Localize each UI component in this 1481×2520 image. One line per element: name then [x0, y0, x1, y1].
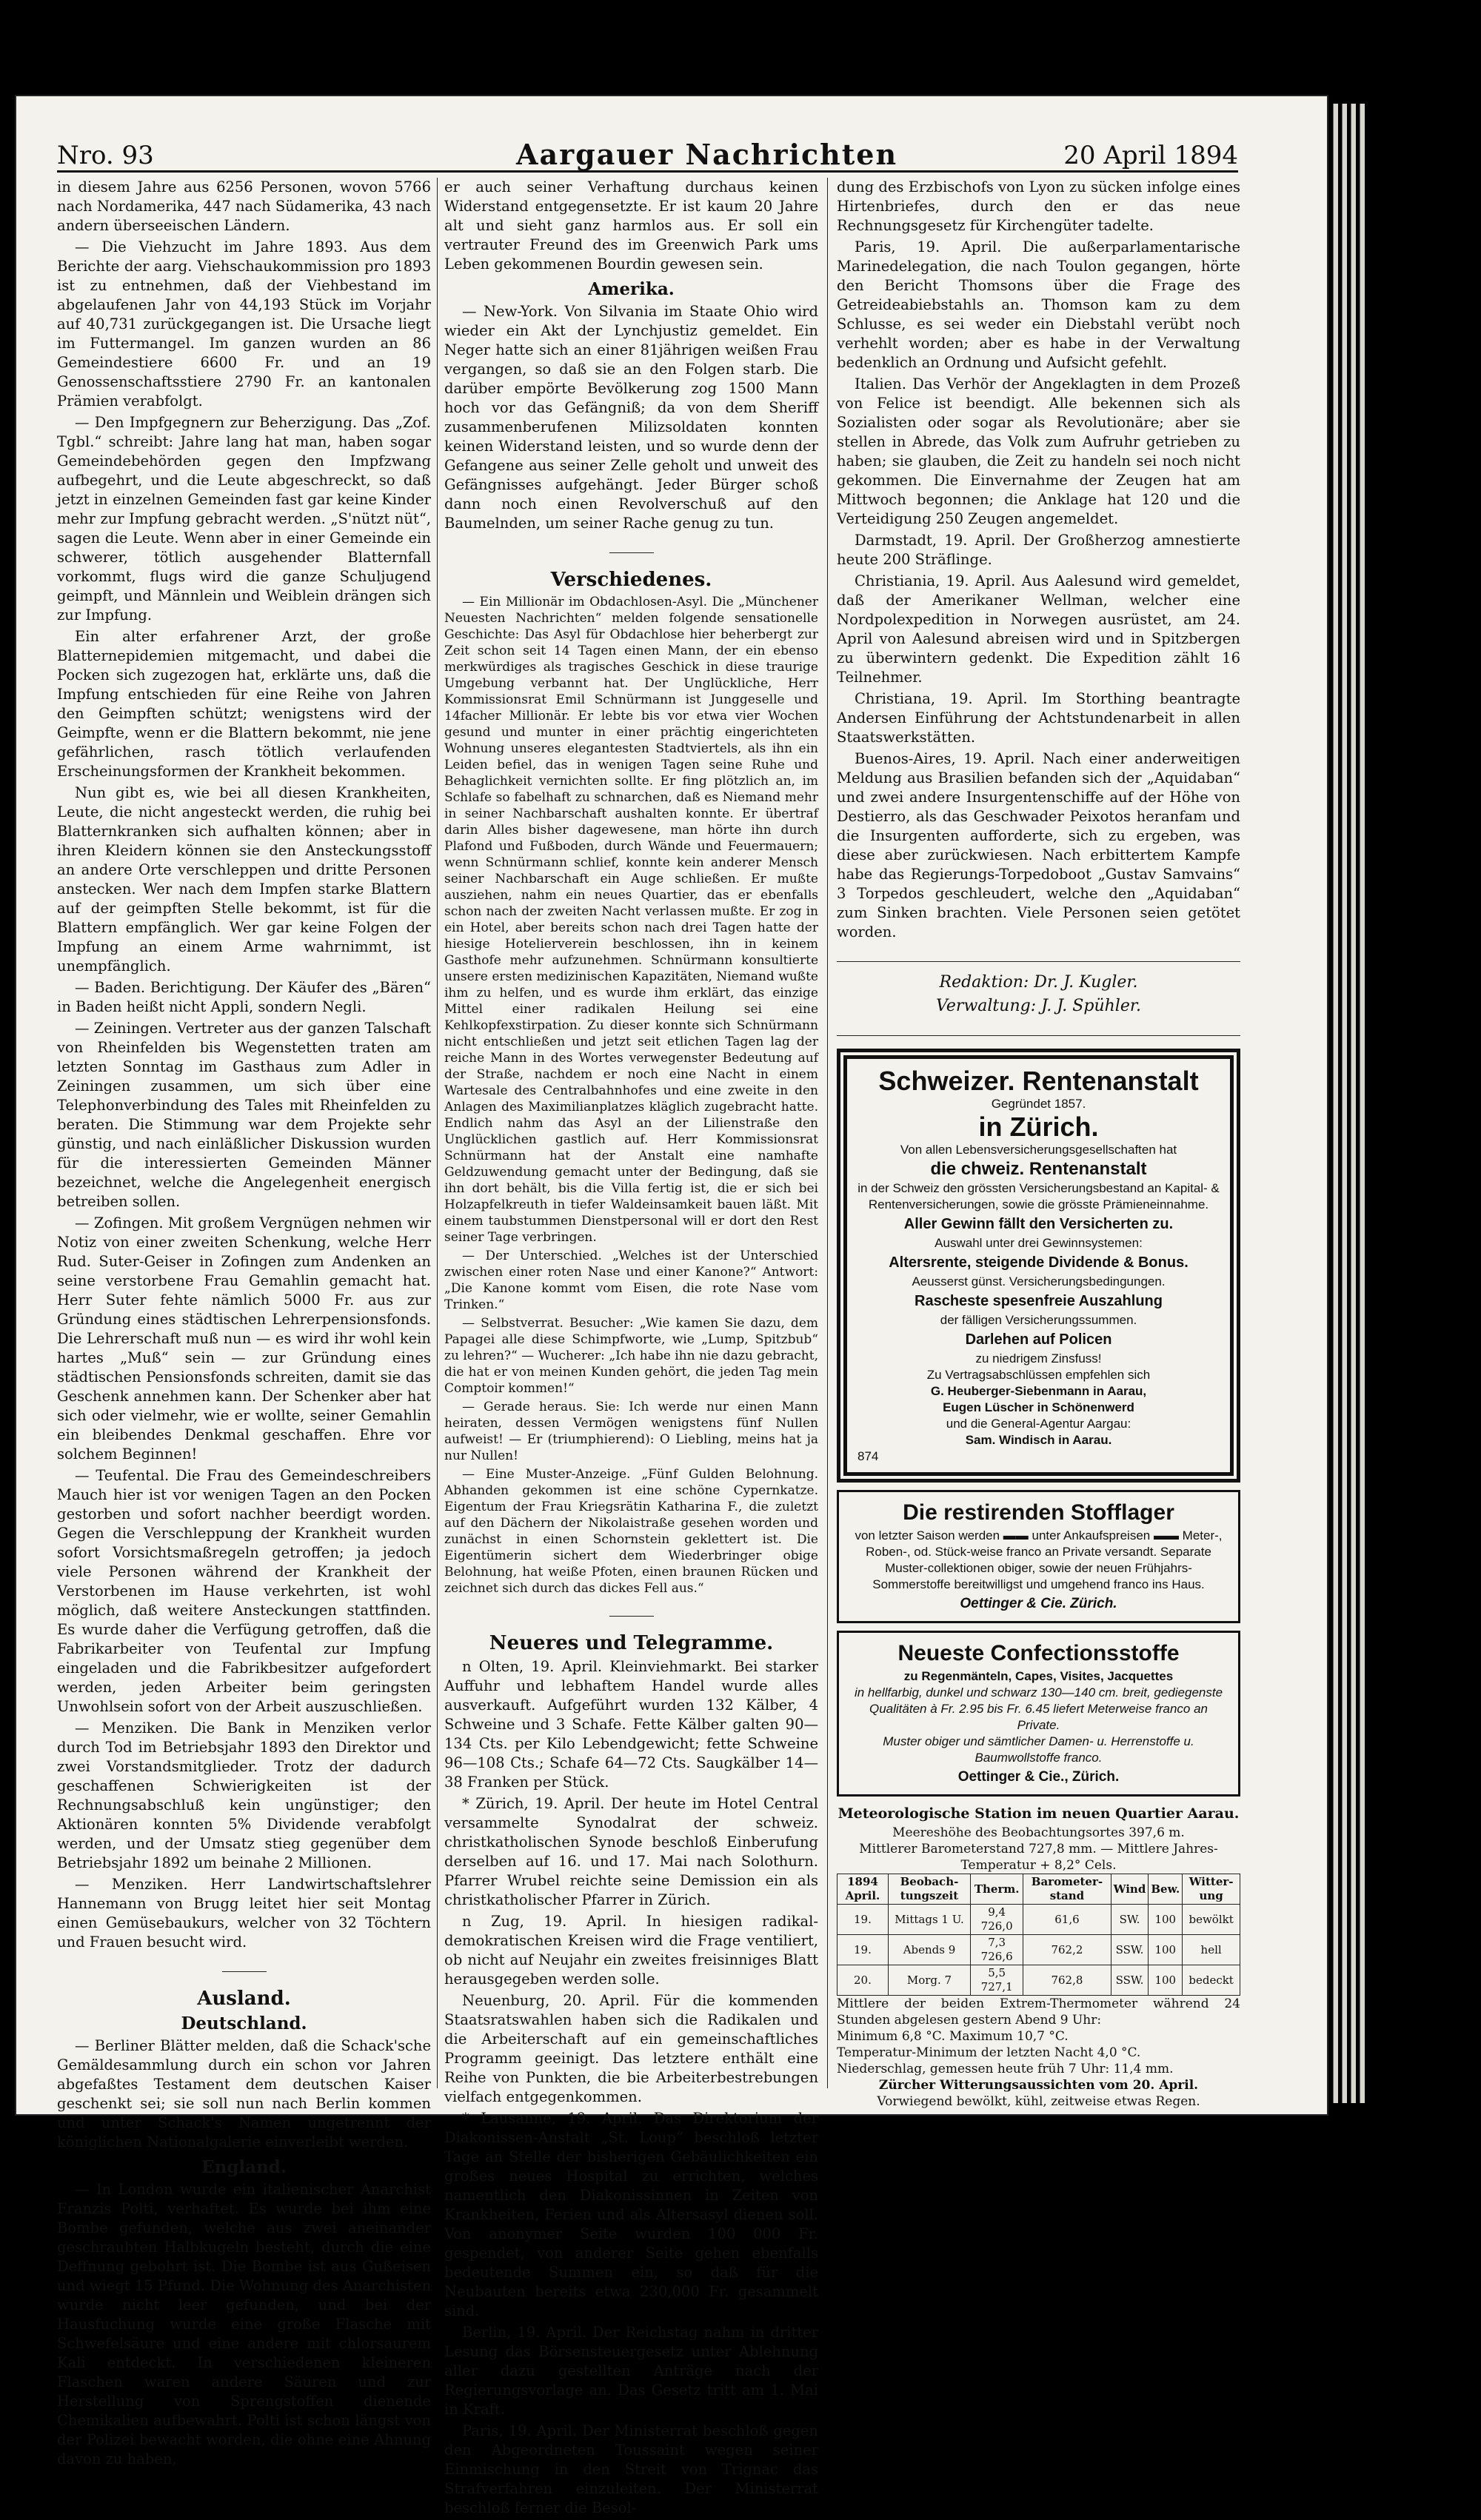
masthead-rule	[57, 170, 1238, 173]
ad-text: Rascheste spesenfreie Auszahlung	[915, 1293, 1163, 1309]
weather-line: Minimum 6,8 °C. Maximum 10,7 °C.	[837, 2029, 1069, 2044]
table-cell: 762,2	[1023, 1935, 1111, 1965]
ad-text: in der Schweiz den grössten Versicherungsbestand an Kapital- & Rentenversicherungen, sowie die grösste Prämieneinnahme.	[857, 1181, 1220, 1211]
weather-subtitle: Meereshöhe des Beobachtungsortes 397,6 m.	[892, 1825, 1185, 1840]
ad-name: die chweiz. Rentenanstalt	[930, 1159, 1147, 1179]
table-cell: SW.	[1111, 1905, 1149, 1935]
ad-text: Altersrente, steigende Dividende & Bonus.	[889, 1254, 1189, 1271]
column-divider	[437, 178, 438, 2088]
table-cell: 100	[1149, 1935, 1183, 1965]
ad-text: Zu Vertragsabschlüssen empfehlen sich	[926, 1368, 1151, 1382]
ad-title: in Zürich.	[978, 1112, 1099, 1142]
table-cell: 61,6	[1023, 1905, 1111, 1935]
weather-line: Temperatur-Minimum der letzten Nacht 4,0 °C.	[837, 2045, 1141, 2060]
table-cell: Morg. 7	[888, 1965, 970, 1996]
article-paragraph: — Gerade heraus. Sie: Ich werde nur einen Mann heiraten, dessen Vermögen wenigstens fünf Nullen aufweist! — Er (triumphierend): O Liebling, meins hat ja nur Nullen!	[444, 1400, 818, 1463]
ad-code: 874	[857, 1449, 879, 1463]
article-paragraph: * Zürich, 19. April. Der heute im Hotel Central versammelte Synodalrat der schweiz. christkatholischen Synode beschloß Einberufung derselben auf 16. und 17. Mai nach Solothurn. Pfarrer Wrubel reichte seine Demission ein als christkatholischer Pfarrer in Zürich.	[444, 1795, 818, 1908]
issue-number: Nro. 93	[57, 141, 154, 170]
ad-text: Aller Gewinn fällt den Versicherten zu.	[903, 1216, 1174, 1232]
page-edge	[1360, 104, 1365, 2103]
table-header: Barometer-stand	[1023, 1874, 1111, 1905]
table-row	[838, 1935, 1240, 1965]
page-edge	[1342, 104, 1347, 2103]
section-heading-amerika: Amerika.	[588, 279, 675, 299]
weather-title: Meteorologische Station im neuen Quartier Aarau.	[838, 1805, 1240, 1822]
table-header: Therm.	[971, 1874, 1023, 1905]
article-paragraph: — Baden. Berichtigung. Der Käufer des „Bären“ in Baden heißt nicht Appli, sondern Negli.	[57, 979, 431, 1015]
article-paragraph: in diesem Jahre aus 6256 Personen, wovon 5766 nach Nordamerika, 447 nach Südamerika, 43 nach andern überseeischen Ländern.	[57, 178, 431, 234]
column-3	[837, 178, 1240, 2110]
table-header: 1894 April.	[838, 1874, 889, 1905]
article-paragraph: — Zofingen. Mit großem Vergnügen nehmen wir Notiz von einer zweiten Schenkung, welche Herr Rud. Suter-Geiser in Zofingen zum Andenken an seine verstorbene Frau Gemahlin gemacht hat. Herr Suter fehte nämlich 5000 Fr. aus zur Gründung eines städtischen Lehrerpensionsfonds. Die Lehrerschaft muß nun — es wird ihr wohl kein hartes „Muß“ sein — zur Gründung eines städtischen Pensionsfonds schreiten, damit sie das Geschenk annehmen kann. Der Schenker aber hat sich oder vielmehr, wie er wollte, seiner Gemahlin ein bleibendes Denkmal geschaffen. Ehre vor solchem Beginnen!	[57, 1214, 431, 1463]
section-divider	[57, 1958, 431, 1977]
section-heading-ausland: Ausland.	[197, 1988, 291, 2010]
table-row	[838, 1965, 1240, 1996]
ad-text: Muster obiger und sämtlicher Damen- u. Herrenstoffe u. Baumwollstoffe franco.	[883, 1734, 1194, 1765]
article-paragraph: Christiana, 19. April. Im Storthing beantragte Andersen Einführung der Achtstundenarbeit in allen Staatswerkstätten.	[837, 690, 1240, 746]
ad-text: zu niedrigem Zinsfuss!	[975, 1351, 1102, 1366]
article-paragraph: Paris, 19. April. Der Ministerrat beschloß gegen den Abgeordneten Toussaint wegen seiner Einmischung in den Streit von Trignac das Strafverfahren einzuleiten. Der Ministerrat beschloß ferner die Besol-	[444, 2422, 818, 2516]
article-paragraph: Darmstadt, 19. April. Der Großherzog amnestierte heute 200 Sträflinge.	[837, 532, 1240, 568]
article-paragraph: — Die Viehzucht im Jahre 1893. Aus dem Berichte der aarg. Viehschaukommission pro 1893 ist zu entnehmen, daß der Viehbestand im abgelaufenen Jahr von 44,193 Stück im Vorjahr auf 40,731 zurückgegangen ist. Die Ursache liegt im Futtermangel. Im ganzen wurden an 86 Gemeindestiere 6600 Fr. und an 19 Genossenschaftsstiere 2790 Fr. an kantonalen Prämien verabfolgt.	[57, 238, 431, 410]
article-paragraph: — Menziken. Die Bank in Menziken verlor durch Tod im Betriebsjahr 1893 den Direktor und zwei Vorstandsmitglieder. Trotz der dadurch geschaffenen Schwierigkeiten ist der Rechnungsabschluß kein ungünstiger; den Aktionären konnten 5% Dividende verabfolgt werden, und der Umsatz stieg gegenüber dem Betriebsjahr 1892 um beinahe 2 Millionen.	[57, 1719, 431, 1871]
ad-text: Darlehen auf Policen	[965, 1331, 1112, 1348]
page-edge	[1333, 104, 1338, 2103]
table-cell: 20.	[838, 1965, 889, 1996]
table-cell: 19.	[838, 1905, 889, 1935]
weather-line: Mittlere der beiden Extrem-Thermometer während 24 Stunden abgelesen gestern Abend 9 Uhr:	[837, 1996, 1240, 2028]
table-cell: bedeckt	[1183, 1965, 1240, 1996]
table-cell: 100	[1149, 1905, 1183, 1935]
article-paragraph: — Menziken. Herr Landwirtschaftslehrer Hannemann von Brugg leitet hier seit Montag einen Gemüsebaukurs, welcher von 32 Töchtern und Frauen besucht wird.	[57, 1876, 431, 1951]
table-cell: 9,4 726,0	[971, 1905, 1023, 1935]
article-paragraph: Italien. Das Verhör der Angeklagten in dem Prozeß von Felice ist beendigt. Alle bekennen sich als Sozialisten oder sogar als Revolutionäre; aber sie stellen in Abrede, das Volk zum Aufruhr getrieben zu haben; sie glauben, die Zeit zu handeln sei noch nicht gekommen. Die Einvernahme der Zeugen hat am Mittwoch begonnen; die Anklage hat 120 und die Verteidigung 250 Zeugen angemeldet.	[837, 375, 1240, 527]
newspaper-page	[16, 96, 1327, 2516]
section-divider	[444, 1602, 818, 1622]
advertisement-rentenanstalt	[837, 1049, 1240, 1483]
section-heading-verschiedenes: Verschiedenes.	[550, 569, 712, 591]
advertisement-confectionsstoffe	[837, 1631, 1240, 1797]
weather-station-report	[837, 1804, 1240, 2110]
ad-text: Aeusserst günst. Versicherungsbedingungen.	[912, 1274, 1166, 1289]
ad-text: Von allen Lebensversicherungsgesellschaften hat	[900, 1143, 1177, 1157]
article-paragraph: Buenos-Aires, 19. April. Nach einer anderweitigen Meldung aus Brasilien befanden sich der „Aquidaban“ und zwei andere Insurgentenschiffe auf der Höhe von Destierro, als das Geschwader Peixotos heranfam und die Insurgenten aufforderte, sich zu ergeben, was diese aber zurückwiesen. Nach erbittertem Kampfe habe das Regierungs-Torpedoboot „Gustav Samvains“ 3 Torpedos geschleudert, welche den „Aquidaban“ zum Sinken brachten. Viele Personen seien getötet worden.	[837, 750, 1240, 940]
article-paragraph: Ein alter erfahrener Arzt, der große Blatternepidemien mitgemacht, und dabei die Pocken sich zugezogen hat, erklärte uns, daß die Impfung entschieden für eine Reihe von Jahren den Geimpften schützt; wenigstens wird der Geimpfte, wenn er die Blattern bekommt, nie jene gefährlichen, rasch tötlich verlaufenden Erscheinungsformen der Krankheit bekommen.	[57, 628, 431, 780]
ad-title: Die restirenden Stofflager	[903, 1500, 1174, 1525]
table-header: Witter-ung	[1183, 1874, 1240, 1905]
ad-founded: Gegründet 1857.	[991, 1097, 1086, 1111]
article-paragraph: n Zug, 19. April. In hiesigen radikal-demokratischen Kreisen wird die Frage ventiliert, ob nicht auf Neujahr ein zweites freisinniges Blatt herausgegeben werden solle.	[444, 1913, 818, 1988]
ad-agent: Sam. Windisch in Aarau.	[965, 1433, 1112, 1447]
ad-title: Schweizer. Rentenanstalt	[878, 1066, 1199, 1096]
ad-text: zu Regenmänteln, Capes, Visites, Jacquettes	[903, 1669, 1174, 1683]
article-paragraph: n Olten, 19. April. Kleinviehmarkt. Bei starker Auffuhr und lebhaftem Handel wurde alles ausverkauft. Aufgeführt wurden 132 Kälber, 4 Schweine und 3 Schafe. Fette Kälber galten 90—134 Cts. per Kilo Lebendgewicht; fette Schweine 96—108 Cts.; Schafe 64—72 Cts. Saugkälber 14—38 Franken per Stück.	[444, 1658, 818, 1791]
ad-agent: Eugen Lüscher in Schönenwerd	[943, 1400, 1134, 1414]
column-divider	[827, 178, 828, 2088]
article-paragraph: — Selbstverrat. Besucher: „Wie kamen Sie dazu, dem Papagei alle diese Schimpfworte, wie „Lump, Spitzbub“ zu lehren?“ — Wucherer: „Ich habe ihn nie dazu gebracht, die hat er von meinen Kunden gehört, die jeden Tag mein Comptoir kommen!“	[444, 1316, 818, 1396]
page-edge	[1351, 104, 1356, 2103]
table-cell: SSW.	[1111, 1965, 1149, 1996]
weather-line: Niederschlag, gemessen heute früh 7 Uhr: 11,4 mm.	[837, 2062, 1174, 2076]
ad-text: von letzter Saison werden ▬▬ unter Ankaufspreisen ▬▬ Meter-, Roben-, od. Stück-weise franco an Private versandt. Separate Muster-collektionen obiger, sowie der neuen Frühjahrs-Sommerstoffe bereitwilligst und umgehend franco ins Haus.	[855, 1528, 1223, 1591]
administration-line: Verwaltung: J. J. Spühler.	[936, 997, 1141, 1015]
article-paragraph: — Berliner Blätter melden, daß die Schack'sche Gemäldesammlung durch ein schon vor Jahren abgefaßtes Testament dem deutschen Kaiser geschenkt sei; sie soll nun nach Berlin kommen und unter Schack's Namen ungetrennt der königlichen Nationalgalerie einverleibt werden.	[57, 2037, 431, 2150]
article-paragraph: — Zeiningen. Vertreter aus der ganzen Talschaft von Rheinfelden bis Wegenstetten traten am letzten Sonntag im Gasthaus zum Adler in Zeiningen zusammen, um sich über eine Telephonverbindung des Tales mit Rheinfelden zu beraten. Die Stimmung war dem Projekte sehr günstig, und nach einläßlicher Diskussion wurden für die interessierten Gemeinden Männer bezeichnet, welche die Angelegenheit energisch betreiben sollen.	[57, 1020, 431, 1210]
ad-title: Neueste Confectionsstoffe	[897, 1641, 1180, 1665]
table-cell: SSW.	[1111, 1935, 1149, 1965]
article-paragraph: — Eine Muster-Anzeige. „Fünf Gulden Belohnung. Abhanden gekommen ist eine schöne Cypernkatze. Eigentum der Frau Kriegsrätin Katharina F., die zuletzt auf den Dächern der Nikolaistraße gesehen worden und zunächst in einen Schornstein geklettert ist. Die Eigentümerin sichert dem Wiederbringer obige Belohnung, hat weiße Pfoten, einen braunen Rücken und zeichnet sich durch das dickes Fell aus.“	[444, 1467, 818, 1596]
article-paragraph: — Teufental. Die Frau des Gemeindeschreibers Mauch hier ist vor wenigen Tagen an den Pocken gestorben und sofort nachher beerdigt worden. Gegen die Verschleppung der Krankheit wurden sofort Vorsichtsmaßregeln getroffen; ja jedoch viele Personen während der Krankheit der Verstorbenen im Hause verkehrten, ist wohl möglich, daß weitere Ansteckungen stattfinden. Es wurde daher die Verfügung getroffen, daß die Fabrikarbeiter von Teufental zur Impfung eingeladen und die Fabrikbesitzer aufgefordert werden, jeden Arbeiter beim geringsten Unwohlsein sofort von der Arbeit auszuschließen.	[57, 1467, 431, 1715]
column-1	[57, 178, 431, 2471]
ad-text: der fälligen Versicherungssummen.	[940, 1313, 1137, 1327]
article-paragraph: — Ein Millionär im Obdachlosen-Asyl. Die „Münchener Neuesten Nachrichten“ melden folgende sensationelle Geschichte: Das Asyl für Obdachlose hier beherbergt zur Zeit schon seit 14 Tagen einen Mann, der ein ebenso merkwürdiges als tragisches Geschick in diese traurige Umgebung verbannt hat. Der Unglückliche, Herr Kommissionsrat Emil Schnürmann ist Junggeselle und 14facher Millionär. Er lebte bis vor etwa vier Wochen gesund und munter in einer prächtig eingerichteten Wohnung unseres elegantesten Stadtviertels, als ihn ein Leiden befiel, das in wenigen Tagen seine Ruhe und Behaglichkeit vernichten sollte. Er fing plötzlich an, im Schlafe so fabelhaft zu schnarchen, daß es Niemand mehr in seiner Nachbarschaft aushalten konnte. Er übertraf darin Alles bisher dagewesene, man hörte ihn durch Plafond und Fußboden, durch Wände und Feuermauern; wenn Schnürmann schlief, konnte kein anderer Mensch seiner Nachbarschaft ein Auge schließen. Er mußte ausziehen, nahm ein neues Quartier, das er ebenfalls schon nach der zweiten Nacht verlassen mußte. Er zog in ein Hotel, aber bereits schon nach drei Tagen hatte der hiesige Hotelierverein beschlossen, ihn in keinem Gasthofe mehr aufzunehmen. Schnürmann konsultierte unsere ersten medizinischen Kapazitäten, Niemand wußte ihm zu helfen, und es wurde ihm erklärt, das einzige Mittel einer radikalen Heilung sei eine Kehlkopfexstirpation. Zu dieser konnte sich Schnürmann nicht entschließen und jetzt seit etlichen Tagen lag der reiche Mann in des Wortes verwegenster Bedeutung auf der Straße, nachdem er noch eine Nacht in einem Wartesale des Centralbahnhofes und eine zweite in den Anlagen des Maximilianplatzes kläglich zugebracht hatte. Endlich nahm das Asyl an der Lilienstraße den Unglücklichen gastlich auf. Herr Kommissionsrat Schnürmann hat der Anstalt eine namhafte Geldzuwendung gemacht unter der Bedingung, daß sie ihn dort behält, bis die Villa fertig ist, die er sich bei Holzapfelkreuth in tiefer Waldeinsamkeit bauen läßt. Mit einem taubstummen Dienstpersonal will er dort den Rest seiner Tage verbringen.	[444, 595, 818, 1245]
table-cell: Mittags 1 U.	[888, 1905, 970, 1935]
column-2	[444, 178, 818, 2520]
weather-table	[837, 1874, 1240, 1996]
issue-date: 20 April 1894	[1063, 141, 1238, 170]
subheading-deutschland: Deutschland.	[181, 2013, 307, 2033]
article-paragraph: Paris, 19. April. Die außerparlamentarische Marinedelegation, die nach Toulon gegangen, hörte den Bericht Thomsons über die Frage des Getreideabiebstahls an. Thomson kam zu dem Schlusse, es sei weder ein Diebstahl verübt noch verhehlt worden; aber es habe in der Verwaltung bedenklich an Ordnung und Aufsicht gefehlt.	[837, 238, 1240, 371]
section-divider	[444, 539, 818, 558]
table-cell: 762,8	[1023, 1965, 1111, 1996]
advertisement-stofflager	[837, 1490, 1240, 1623]
table-row	[838, 1905, 1240, 1935]
table-header: Wind	[1111, 1874, 1149, 1905]
ad-signature: Oettinger & Cie. Zürich.	[960, 1596, 1117, 1611]
article-paragraph: Christiania, 19. April. Aus Aalesund wird gemeldet, daß der Amerikaner Wellman, welcher eine Nordpolexpedition in Norwegen ausrüstet, am 24. April von Aalesund abreisen wird und in Spitzbergen zu überwintern gedenkt. Die Expedition zählt 16 Teilnehmer.	[837, 572, 1240, 686]
article-paragraph: Neuenburg, 20. April. Für die kommenden Staatsratswahlen haben sich die Radikalen und die Arbeiterschaft auf ein gemeinschaftliches Programm geeinigt. Das letztere enthält eine Reihe von Punkten, die bie Arbeiterbestrebungen vielfach entgegenkommen.	[444, 1992, 818, 2105]
ad-text: Auswahl unter drei Gewinnsystemen:	[935, 1236, 1143, 1250]
table-header: Beobach-tungszeit	[888, 1874, 970, 1905]
table-cell: bewölkt	[1183, 1905, 1240, 1935]
table-cell: hell	[1183, 1935, 1240, 1965]
weather-subtitle: Mittlerer Barometerstand 727,8 mm. — Mittlere Jahres-Temperatur + 8,2° Cels.	[859, 1842, 1218, 1873]
editor-line: Redaktion: Dr. J. Kugler.	[939, 973, 1138, 992]
table-cell: 100	[1149, 1965, 1183, 1996]
article-paragraph: — Den Impfgegnern zur Beherzigung. Das „Zof. Tgbl.“ schreibt: Jahre lang hat man, haben sogar Gemeindebehörden gegen den Impfzwang aufbegehrt, und die Leute abgeschreckt, so daß jetzt in einzelnen Gemeinden fast gar keine Kinder mehr zur Impfung gebracht werden. „S'nützt nüt“, sagen die Leute. Wenn aber in einer Gemeinde ein schwerer, tötlich ausgehender Blatternfall vorkommt, flugs wird die ganze Schuljugend geimpft, und Männlein und Weiblein drängen sich zur Impfung.	[57, 414, 431, 624]
ad-agent: G. Heuberger-Siebenmann in Aarau,	[930, 1384, 1147, 1398]
article-paragraph: * Lausanne, 19. April. Das Direktorium der Diakonissen-Anstalt „St. Loup“ beschloß letzter Tage an Stelle der bisherigen Gebäulichkeiten ein großes neues Hospital zu errichten, welches namentlich den Diakonissinnen in Zeiten von Krankheiten, Ferien und als Altersasyl dienen soll. Von anonymer Seite wurden 100 000 Fr. gespendet, von anderer Seite gehen ebenfalls bedeutende Summen ein, so daß für die Neubauten bereits etwa 230,000 Fr. gesammelt sind.	[444, 2110, 818, 2319]
newspaper-title: Aargauer Nachrichten	[516, 138, 898, 171]
article-paragraph: — In London wurde ein italienischer Anarchist Franzis Polti, verhaftet. Es wurde bei ihm eine Bombe gefunden, welche aus zwei aneinander geschraubten Halbkugeln besteht, durch die eine Deffnung gebohrt ist. Die Bombe ist aus Gußeisen und wiegt 15 Pfund. Die Wohnung des Anarchisten wurde nicht leer gefunden, und bei der Hausfuchung wurde eine große Flasche mit Schwefelsäure und eine andere mit chlorsaurem Kali entdeckt. In verschiedenen kleineren Flaschen waren andere Säuren und zur Herstellung von Sprengstoffen dienende Chemikalien aufbewahrt. Polti ist schon längst von der Polizei bewacht worden, die ohne eine Ahnung davon zu haben,	[57, 2181, 431, 2467]
article-paragraph: — New-York. Von Silvania im Staate Ohio wird wieder ein Akt der Lynchjustiz gemeldet. Ein Neger hatte sich an einer 81jährigen weißen Frau vergangen, so daß sie an den Folgen starb. Die darüber empörte Bevölkerung zog 1500 Mann hoch vor das Gefängniß; da von dem Sheriff zusammenberufenen Milizsoldaten konnten keinen Widerstand leisten, und so wurde denn der Gefangene aus seiner Zelle geholt und unweit des Gefängnisses aufgehängt. Jeder Bürger schoß dann noch einen Revolverschuß auf den Baumelnden, um seiner Rache genug zu tun.	[444, 303, 818, 532]
table-cell: 7,3 726,6	[971, 1935, 1023, 1965]
article-paragraph: dung des Erzbischofs von Lyon zu sücken infolge eines Hirtenbriefes, durch den er das neue Rechnungsgesetz für Kirchengüter tadelte.	[837, 178, 1240, 234]
ad-agent: und die General-Agentur Aargau:	[946, 1417, 1131, 1431]
table-cell: 5,5 727,1	[971, 1965, 1023, 1996]
section-divider	[837, 948, 1240, 967]
article-paragraph: — Der Unterschied. „Welches ist der Unterschied zwischen einer roten Nase und einer Kanone?“ Antwort: „Die Kanone kommt vom Eisen, die rote Nase vom Trinken.“	[444, 1249, 818, 1312]
table-header: Bew.	[1149, 1874, 1183, 1905]
article-paragraph: Nun gibt es, wie bei all diesen Krankheiten, Leute, die nicht angesteckt werden, die ruhig bei Blatternkranken sich aufhalten können; aber in ihren Kleidern können sie den Ansteckungsstoff an andere Orte verschleppen und dritte Personen anstecken. Wer nach dem Impfen starke Blattern auf der geimpften Stelle bekommt, ist für die Blattern empfänglich. Wer gar keine Folgen der Impfung an einem Arme wahrnimmt, ist unempfänglich.	[57, 784, 431, 975]
ad-text: in hellfarbig, dunkel und schwarz 130—140 cm. breit, gediegenste Qualitäten à Fr. 2.95 bis Fr. 6.45 liefert Meterweise franco an Private.	[854, 1685, 1223, 1732]
article-paragraph: Berlin, 19. April. Der Reichstag nahm in dritter Lesung das Börsensteuergesetz unter Ablehnung aller dazu gestellten Anträge nach der Regierungsvorlage an. Das Gesetz tritt am 1. Mai in Kraft.	[444, 2324, 818, 2418]
ad-signature: Oettinger & Cie., Zürich.	[957, 1769, 1120, 1785]
weather-line: Vorwiegend bewölkt, kühl, zeitweise etwas Regen.	[877, 2094, 1200, 2109]
table-cell: 19.	[838, 1935, 889, 1965]
table-cell: Abends 9	[888, 1935, 970, 1965]
section-heading-neueres: Neueres und Telegramme.	[489, 1632, 774, 1654]
section-divider	[837, 1022, 1240, 1041]
article-paragraph: er auch seiner Verhaftung durchaus keinen Widerstand entgegensetzte. Er ist kaum 20 Jahre alt und sieht ganz harmlos aus. Er soll ein vertrauter Freund des im Greenwich Park ums Leben gekommenen Bourdin gewesen sein.	[444, 178, 818, 273]
weather-line: Zürcher Witterungsaussichten vom 20. April.	[878, 2078, 1199, 2093]
subheading-england: England.	[201, 2157, 287, 2177]
